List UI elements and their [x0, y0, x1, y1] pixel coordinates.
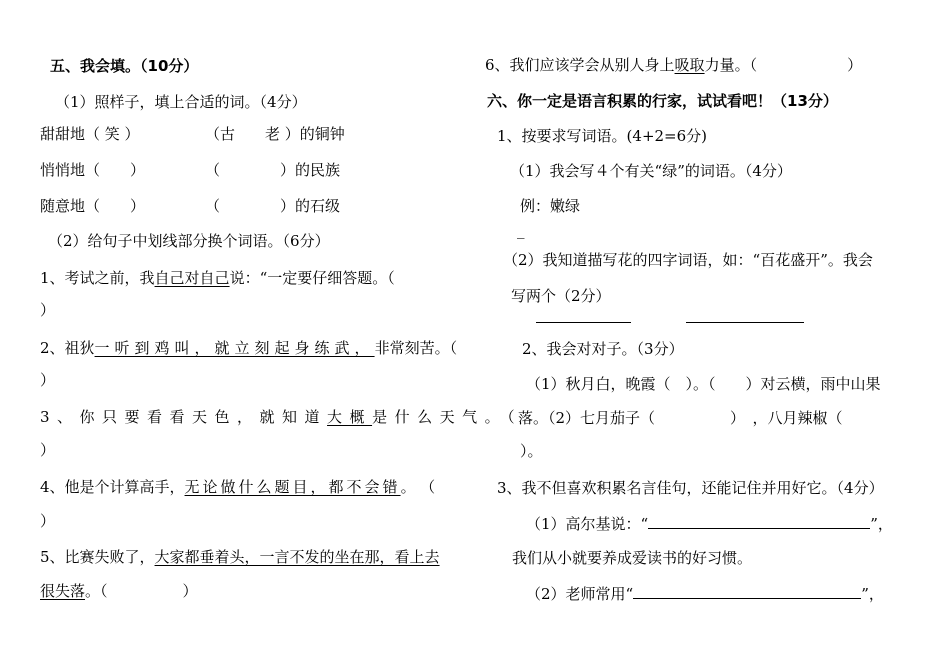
section-5-question-1: （1）照样子，填上合适的词。（4分）: [55, 93, 307, 111]
answer-blank-1[interactable]: [536, 322, 631, 323]
question-1-2-line-2: 写两个（2分）: [511, 287, 611, 305]
quote-blank-2[interactable]: [633, 584, 861, 599]
item-2-close: ）: [40, 371, 56, 389]
question-2-line-1: （1）秋月白，晚霞（ ）。（ ）对云横，雨中山果: [526, 375, 881, 393]
item-5: 5、比赛失败了，大家都垂着头，一言不发的坐在那，看上去: [40, 548, 440, 566]
item-1-close: ）: [40, 301, 56, 319]
question-1-2-line-1: （2）我知道描写花的四字词语，如：“百花盛开”。我会: [503, 251, 873, 269]
item-3: 3、你只要看看天色，就知道大概是什么天气。（: [40, 408, 523, 426]
question-1: 1、按要求写词语。(4+2=6分): [497, 127, 708, 145]
fill-row-1-a: 甜甜地（ 笑 ）: [40, 125, 140, 143]
section-5-question-2: （2）给句子中划线部分换个词语。（6分）: [48, 232, 330, 250]
question-1-1: （1）我会写４个有关“绿”的词语。（4分）: [510, 162, 792, 180]
item-6: 6、我们应该学会从别人身上吸取力量。（ ）: [485, 56, 863, 74]
answer-dash: _: [517, 221, 525, 239]
fill-row-3-a: 随意地（ ）: [40, 197, 146, 215]
item-5-cont: 很失落。（ ）: [40, 582, 198, 600]
section-5-title: 五、我会填。（10分）: [50, 57, 199, 75]
question-2-line-2: 落。（2）七月茄子（ ） ，八月辣椒（: [518, 409, 843, 427]
question-3: 3、我不但喜欢积累名言佳句，还能记住并用好它。（4分）: [497, 479, 884, 497]
question-2: 2、我会对对子。（3分）: [522, 340, 684, 358]
question-3-1: （1）高尔基说：“ ”，: [526, 515, 893, 533]
question-2-line-3: ）。: [520, 442, 543, 460]
section-6-title: 六、你一定是语言积累的行家，试试看吧！（13分）: [487, 92, 838, 110]
item-3-close: ）: [40, 441, 56, 459]
question-3-1-line-2: 我们从小就要养成爱读书的好习惯。: [512, 549, 753, 567]
example-text: 例：嫩绿: [520, 197, 581, 215]
question-3-2: （2）老师常用“ ”，: [526, 585, 884, 603]
quote-blank-1[interactable]: [648, 514, 870, 529]
fill-row-2-a: 悄悄地（ ）: [40, 161, 146, 179]
item-4: 4、他是个计算高手，无论做什么题目，都不会错。（: [40, 478, 448, 496]
fill-row-2-b: （ ）的民族: [205, 161, 341, 179]
item-1: 1、考试之前，我自己对自己说：“一定要仔细答题。（: [40, 269, 395, 287]
answer-blank-2[interactable]: [686, 322, 804, 323]
fill-row-3-b: （ ）的石级: [205, 197, 341, 215]
item-4-close: ）: [40, 512, 56, 530]
item-2: 2、祖狄一听到鸡叫，就立刻起身练武，非常刻苦。（: [40, 339, 458, 357]
fill-row-1-b: （古 老 ）的铜钟: [205, 125, 345, 143]
